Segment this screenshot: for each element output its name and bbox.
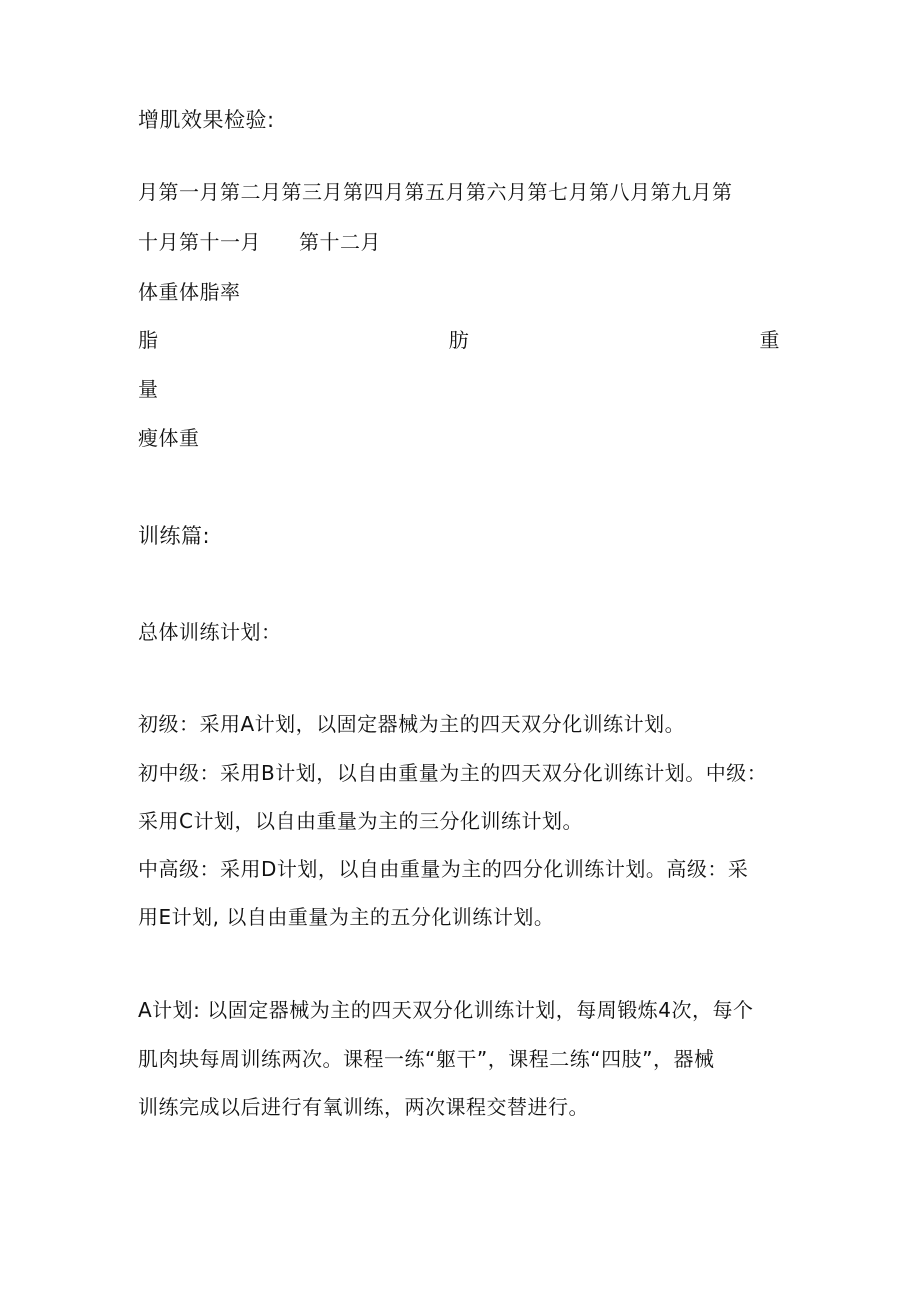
- overall-plan-heading: 总体训练计划：: [138, 620, 282, 644]
- plan-level-line-3: 采用C计划，以自由重量为主的三分化训练计划。: [138, 809, 583, 833]
- weight-bodyfat-label: 体重体脂率: [138, 280, 241, 304]
- fat-weight-tail: 量: [138, 377, 159, 401]
- fat-weight-justified-line: [138, 328, 780, 352]
- plan-a-line-3: 训练完成以后进行有氧训练，两次课程交替进行。: [138, 1095, 589, 1119]
- plan-level-line-4: 中高级：采用D计划，以自由重量为主的四分化训练计划。高级：采: [138, 857, 749, 881]
- months-line-1: 月第一月第二月第三月第四月第五月第六月第七月第八月第九月第: [138, 180, 733, 204]
- training-heading: 训练篇:: [138, 524, 211, 548]
- effect-heading: 增肌效果检验:: [138, 108, 275, 132]
- plan-level-line-2: 初中级：采用B计划，以自由重量为主的四天双分化训练计划。中级：: [138, 761, 768, 785]
- fat-weight-char-1: 脂: [138, 328, 159, 352]
- plan-level-line-5: 用E计划, 以自由重量为主的五分化训练计划。: [138, 905, 555, 929]
- plan-a-line-2: 肌肉块每周训练两次。课程一练“躯干”，课程二练“四肢”，器械: [138, 1047, 715, 1071]
- months-line-2-part-a: 十月第十一月: [138, 230, 261, 254]
- lean-weight-label: 瘦体重: [138, 426, 200, 450]
- months-line-2: [138, 230, 381, 254]
- plan-a-line-1: A计划: 以固定器械为主的四天双分化训练计划，每周锻炼4次，每个: [138, 998, 754, 1022]
- months-line-2-part-b: 第十二月: [299, 230, 381, 254]
- fat-weight-char-3: 重: [759, 328, 780, 352]
- plan-level-line-1: 初级：采用A计划，以固定器械为主的四天双分化训练计划。: [138, 712, 686, 736]
- fat-weight-char-2: 肪: [448, 328, 470, 352]
